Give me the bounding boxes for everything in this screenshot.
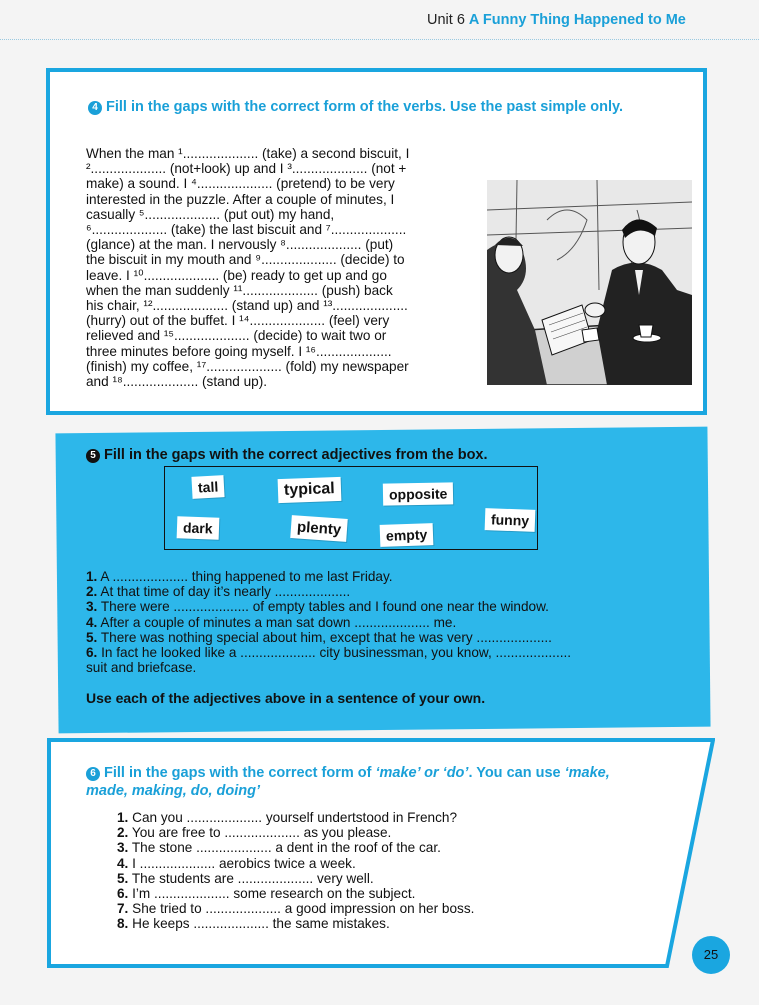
page-header bbox=[427, 12, 686, 28]
exercise-4-heading bbox=[88, 99, 623, 115]
exercise-6-instruction-emphasis: made, making, do, doing’ bbox=[86, 783, 261, 799]
exercise-4-panel bbox=[46, 68, 707, 415]
header-divider bbox=[0, 39, 759, 40]
item-number: 3. bbox=[117, 840, 129, 856]
item-number: 2. bbox=[117, 825, 129, 841]
item-number: 8. bbox=[117, 916, 129, 932]
item-text: There was nothing special about him, except that he was very .................... bbox=[100, 629, 552, 645]
exercise-6-heading bbox=[86, 764, 610, 800]
item-text: The students are .................... very well. bbox=[131, 870, 374, 886]
unit-title: A Funny Thing Happened to Me bbox=[468, 12, 686, 28]
exercise-item bbox=[86, 660, 571, 675]
item-number: 4. bbox=[86, 614, 98, 630]
exercise-number-badge: 6 bbox=[86, 767, 100, 781]
exercise-4-text-line: the biscuit in my mouth and ⁹.................... (decide) to bbox=[86, 252, 405, 268]
exercise-number-badge: 5 bbox=[86, 449, 100, 463]
item-text: In fact he looked like a .................... city businessman, you know, .................... bbox=[101, 645, 572, 661]
exercise-item bbox=[86, 569, 571, 584]
exercise-4-text-line: his chair, ¹².................... (stand up) and ¹³.................... bbox=[86, 298, 408, 314]
exercise-4-text-line: interested in the puzzle. After a couple of minutes, I bbox=[86, 191, 395, 207]
exercise-item bbox=[86, 630, 571, 645]
exercise-4-text-line: when the man suddenly ¹¹.................... (push) back bbox=[86, 282, 393, 298]
exercise-4-text-line: (finish) my coffee, ¹⁷.................... (fold) my newspaper bbox=[86, 358, 409, 374]
item-text: You are free to .................... as you please. bbox=[131, 825, 392, 841]
item-text: At that time of day it’s nearly .................... bbox=[100, 584, 351, 600]
item-number: 5. bbox=[117, 870, 129, 886]
exercise-4-text-line: When the man ¹.................... (take) a second biscuit, I bbox=[86, 146, 410, 161]
exercise-6-instruction-emphasis: ‘make, bbox=[564, 765, 610, 781]
item-text: Can you .................... yourself undertstood in French? bbox=[132, 810, 458, 825]
item-text: There were .................... of empty tables and I found one near the window. bbox=[100, 599, 549, 615]
exercise-4-text-line: (hurry) out of the buffet. I ¹⁴.................... (feel) very bbox=[86, 313, 390, 329]
word-card: typical bbox=[278, 477, 341, 503]
exercise-item bbox=[117, 901, 474, 916]
item-number: 1. bbox=[117, 810, 129, 825]
item-text: I’m .................... some research on the subject. bbox=[132, 886, 416, 902]
exercise-4-text-line: ².................... (not+look) up and I ³.................... (not + bbox=[86, 161, 407, 177]
item-number: 7. bbox=[117, 901, 129, 917]
exercise-4-instruction: Fill in the gaps with the correct form of the verbs. Use the past simple only. bbox=[106, 99, 623, 115]
exercise-item bbox=[117, 825, 474, 840]
exercise-item bbox=[86, 584, 571, 599]
exercise-number-badge: 4 bbox=[88, 101, 102, 115]
word-card: dark bbox=[177, 516, 219, 539]
item-text: She tried to .................... a good impression on her boss. bbox=[132, 901, 475, 917]
exercise-6-instruction-emphasis: ‘make’ or ‘do’ bbox=[375, 765, 469, 781]
item-text: The stone .................... a dent in the roof of the car. bbox=[131, 840, 441, 856]
exercise-6-items bbox=[117, 810, 474, 932]
exercise-4-text bbox=[86, 146, 474, 389]
word-card: empty bbox=[380, 523, 434, 547]
cafe-illustration bbox=[487, 180, 692, 385]
exercise-4-text-line: relieved and ¹⁵.................... (decide) to wait two or bbox=[86, 328, 387, 344]
exercise-4-text-line: (glance) at the man. I nervously ⁸.................... (put) bbox=[86, 237, 394, 253]
exercise-5-followup: Use each of the adjectives above in a sentence of your own. bbox=[86, 690, 486, 706]
item-number: 2. bbox=[86, 584, 98, 600]
item-text: I .................... aerobics twice a week. bbox=[132, 855, 356, 871]
exercise-item bbox=[117, 916, 474, 931]
exercise-4-text-line: make) a sound. I ⁴.................... (pretend) to be very bbox=[86, 176, 395, 192]
word-card: plenty bbox=[290, 515, 348, 542]
exercise-5-heading bbox=[86, 447, 488, 463]
exercise-4-text-line: three minutes before going myself. I ¹⁶.................... bbox=[86, 343, 392, 359]
item-number: 5. bbox=[86, 629, 98, 645]
exercise-5-items bbox=[86, 569, 571, 675]
exercise-4-text-line: ⁶.................... (take) the last biscuit and ⁷.................... bbox=[86, 222, 407, 238]
exercise-item bbox=[86, 645, 571, 660]
exercise-item bbox=[117, 886, 474, 901]
exercise-item bbox=[117, 840, 474, 855]
page-number: 25 bbox=[692, 936, 730, 974]
item-number: 3. bbox=[86, 599, 98, 615]
exercise-6-instruction: . You can use bbox=[468, 765, 565, 781]
item-number: 6. bbox=[117, 886, 129, 902]
item-text: suit and briefcase. bbox=[86, 660, 197, 676]
word-card: tall bbox=[191, 475, 224, 499]
item-number: 6. bbox=[86, 645, 98, 661]
word-card: opposite bbox=[383, 482, 454, 505]
exercise-item bbox=[117, 856, 474, 871]
item-text: He keeps .................... the same mistakes. bbox=[132, 916, 390, 932]
exercise-4-text-line: leave. I ¹⁰.................... (be) ready to get up and go bbox=[86, 267, 387, 283]
item-text: A .................... thing happened to me last Friday. bbox=[100, 569, 393, 584]
word-card: funny bbox=[485, 508, 536, 532]
unit-label: Unit 6 bbox=[427, 12, 465, 28]
exercise-item bbox=[86, 615, 571, 630]
exercise-item bbox=[117, 871, 474, 886]
exercise-5-instruction: Fill in the gaps with the correct adjectives from the box. bbox=[104, 447, 488, 463]
exercise-item bbox=[86, 599, 571, 614]
exercise-4-text-line: and ¹⁸.................... (stand up). bbox=[86, 374, 268, 390]
exercise-item bbox=[117, 810, 474, 825]
exercise-4-text-line: casually ⁵.................... (put out) my hand, bbox=[86, 206, 335, 222]
item-text: After a couple of minutes a man sat down .................... me. bbox=[100, 614, 457, 630]
item-number: 4. bbox=[117, 855, 129, 871]
item-number: 1. bbox=[86, 569, 98, 584]
exercise-6-instruction: Fill in the gaps with the correct form of bbox=[104, 765, 376, 781]
